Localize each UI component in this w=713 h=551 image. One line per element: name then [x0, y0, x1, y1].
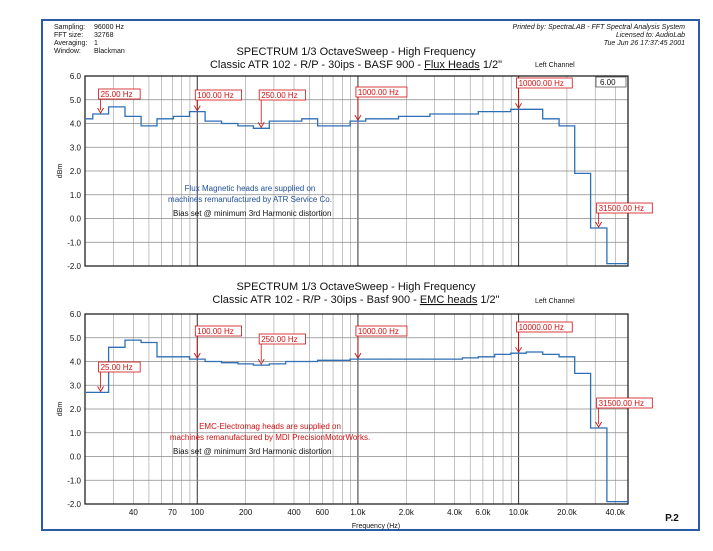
c2-marker-label-5: 31500.00 Hz	[598, 399, 644, 408]
info-label-fft: FFT size:	[54, 32, 84, 39]
c2-ytick-2: 4.0	[69, 357, 81, 367]
c2-xtick-3: 200	[238, 508, 253, 517]
c1-point-21	[421, 116, 422, 117]
c2-ytick-6: 0.0	[69, 452, 81, 462]
c1-point-0	[88, 118, 89, 119]
chart1-subtitle-heads: Flux Heads	[424, 59, 480, 71]
c1-point-23	[454, 113, 455, 114]
c1-ytick-8: -2.0	[67, 262, 81, 271]
chart2-note-line1: EMC-Electromag heads are supplied on	[199, 422, 341, 431]
info-label-window: Window:	[54, 48, 81, 55]
chart2-channel: Left Channel	[535, 298, 575, 305]
c1-marker-label-0: 25.00 Hz	[100, 90, 133, 99]
x-axis-label: Frequency (Hz)	[351, 523, 401, 530]
c1-point-20	[406, 116, 407, 117]
c2-point-31	[582, 373, 583, 374]
c1-point-19	[390, 118, 391, 119]
c1-corner-box-label: 6.00	[600, 78, 616, 87]
c2-xtick-6: 1.0k	[350, 508, 366, 517]
c1-point-15	[325, 125, 326, 126]
c2-point-14	[309, 361, 310, 362]
info-label-averaging: Averaging:	[54, 40, 88, 47]
chart2-plot	[57, 310, 652, 517]
c1-point-2	[116, 106, 117, 107]
c1-point-28	[534, 109, 535, 110]
chart2-note-line3: Bias set @ minimum 3rd Harmonic distortion	[173, 447, 332, 456]
c2-ytick-1: 5.0	[69, 333, 81, 343]
info-value-window: Blackman	[94, 48, 125, 55]
chart1-note-line2: machines remanufactured by ATR Service Co.	[168, 195, 332, 204]
c1-ytick-2: 4.0	[69, 119, 81, 129]
c2-marker-label-2: 250.00 Hz	[261, 335, 298, 344]
c2-point-2	[116, 347, 117, 348]
c1-point-9	[229, 123, 230, 124]
c2-point-12	[277, 363, 278, 364]
c2-point-21	[421, 359, 422, 360]
c1-point-34	[624, 263, 625, 264]
c1-point-3	[133, 116, 134, 117]
c2-point-33	[614, 501, 615, 502]
info-label-sampling: Sampling:	[54, 24, 86, 31]
chart2-title: SPECTRUM 1/3 OctaveSweep - High Frequency	[236, 281, 476, 293]
printed-by: Printed by: SpectraLAB - FFT Spectral Analysis System	[512, 24, 685, 31]
c1-ytick-0: 6.0	[69, 72, 81, 81]
c1-point-26	[502, 111, 503, 112]
c2-ytick-7: -1.0	[67, 476, 81, 486]
c1-point-16	[342, 125, 343, 126]
c2-point-29	[550, 354, 551, 355]
info-value-sampling: 96000 Hz	[94, 24, 124, 31]
c2-point-28	[534, 351, 535, 352]
c1-point-6	[181, 116, 182, 117]
c1-marker-label-2: 250.00 Hz	[261, 91, 298, 100]
c2-point-26	[502, 354, 503, 355]
c2-point-13	[293, 361, 294, 362]
c1-point-14	[309, 118, 310, 119]
c1-point-24	[470, 113, 471, 114]
c1-ytick-3: 3.0	[69, 143, 81, 153]
c2-xtick-7: 2.0k	[398, 508, 414, 517]
c1-point-31	[582, 173, 583, 174]
c2-marker-label-4: 10000.00 Hz	[518, 323, 564, 332]
c2-ytick-4: 2.0	[69, 405, 81, 414]
c2-ytick-3: 3.0	[69, 381, 81, 391]
c2-point-10	[245, 363, 246, 364]
c2-xtick-2: 100	[190, 508, 204, 517]
c1-point-29	[550, 118, 551, 119]
c1-ytick-7: -1.0	[67, 238, 81, 248]
c2-point-15	[325, 360, 326, 361]
c2-point-23	[454, 359, 455, 360]
info-value-averaging: 1	[94, 40, 98, 47]
c2-point-22	[438, 359, 439, 360]
page-number: P.2	[665, 513, 679, 524]
chart1-note-line3: Bias set @ minimum 3rd Harmonic distortion	[173, 209, 332, 218]
c1-ytick-6: 0.0	[69, 214, 81, 224]
c2-point-30	[566, 356, 567, 357]
chart2-subtitle-suffix: 1/2"	[477, 294, 500, 306]
c2-point-8	[213, 361, 214, 362]
c1-marker-label-1: 100.00 Hz	[197, 91, 234, 100]
c1-point-33	[614, 263, 615, 264]
chart1-channel: Left Channel	[535, 62, 575, 69]
c1-point-4	[149, 125, 150, 126]
print-info	[513, 24, 686, 47]
c2-point-5	[165, 356, 166, 357]
licensed-to: Licensed to: AudioLab	[615, 32, 685, 39]
c2-point-20	[406, 359, 407, 360]
c2-point-24	[470, 357, 471, 358]
chart1-note-line1: Flux Magnetic heads are supplied on	[184, 184, 316, 193]
c2-point-16	[342, 360, 343, 361]
c2-xtick-4: 400	[287, 508, 301, 517]
c2-point-6	[181, 356, 182, 357]
chart1-subtitle-suffix: 1/2"	[479, 59, 503, 71]
c1-ytick-1: 5.0	[69, 95, 81, 105]
c2-xtick-1: 70	[167, 508, 177, 517]
chart1-subtitle	[210, 59, 502, 71]
c2-xtick-0: 40	[128, 508, 138, 517]
c2-xtick-10: 10.0k	[508, 508, 529, 517]
c1-point-30	[566, 125, 567, 126]
c2-point-4	[149, 342, 150, 343]
print-date: Tue Jun 26 17:37:45 2001	[603, 40, 685, 47]
c2-xtick-11: 20.0k	[557, 508, 577, 517]
c2-point-34	[624, 501, 625, 502]
c1-point-10	[245, 125, 246, 126]
c2-ytick-0: 6.0	[69, 310, 81, 319]
chart2-subtitle-prefix: Classic ATR 102 - R/P - 30ips - Basf 900 -	[212, 294, 420, 306]
c1-marker-label-4: 10000.00 Hz	[518, 79, 564, 88]
c2-point-0	[88, 392, 89, 393]
c2-ytick-8: -2.0	[67, 500, 81, 509]
c2-point-18	[373, 359, 374, 360]
c1-point-25	[486, 111, 487, 112]
c2-point-19	[390, 359, 391, 360]
c2-point-25	[486, 356, 487, 357]
c1-point-13	[293, 121, 294, 122]
c1-point-5	[165, 118, 166, 119]
c2-marker-label-0: 25.00 Hz	[100, 363, 133, 372]
c2-point-3	[133, 340, 134, 341]
c1-ylabel: dBm	[57, 163, 64, 179]
c1-ytick-5: 1.0	[69, 190, 81, 200]
c2-ylabel: dBm	[57, 401, 64, 417]
c2-xtick-5: 600	[315, 508, 329, 517]
c1-point-18	[373, 118, 374, 119]
info-value-fft: 32768	[94, 32, 114, 39]
c1-point-8	[213, 121, 214, 122]
chart2-note-line2: machines remanufactured by MDI PrecisionMotorWorks.	[169, 433, 371, 442]
c2-xtick-8: 4.0k	[447, 508, 463, 517]
chart1-plot	[57, 72, 652, 271]
c1-marker-label-3: 1000.00 Hz	[357, 88, 399, 97]
c1-marker-label-5: 31500.00 Hz	[598, 204, 644, 213]
c2-xtick-12: 40.0k	[605, 508, 626, 517]
c2-point-9	[229, 362, 230, 363]
c1-point-22	[438, 113, 439, 114]
c1-ytick-4: 2.0	[69, 167, 81, 176]
acquisition-info	[54, 24, 125, 55]
c2-marker-label-1: 100.00 Hz	[197, 327, 234, 336]
chart1-subtitle-prefix: Classic ATR 102 - R/P - 30ips - BASF 900 -	[209, 59, 425, 71]
c2-ytick-5: 1.0	[69, 428, 81, 438]
chart2-subtitle	[212, 294, 499, 306]
c1-point-12	[277, 121, 278, 122]
chart1-title: SPECTRUM 1/3 OctaveSweep - High Frequency	[236, 46, 476, 58]
c2-xtick-9: 6.0k	[475, 508, 491, 517]
c2-marker-label-3: 1000.00 Hz	[357, 327, 399, 336]
chart2-subtitle-heads: EMC heads	[419, 294, 478, 306]
